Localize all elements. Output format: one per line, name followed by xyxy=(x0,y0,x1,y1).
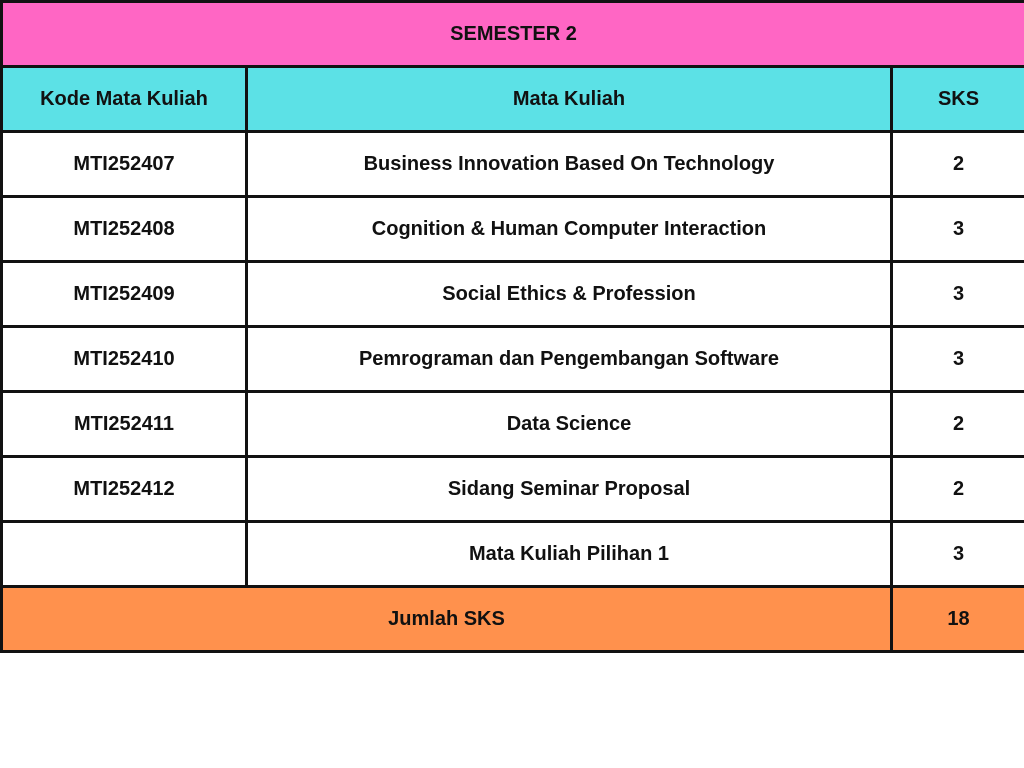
semester-title-row xyxy=(2,2,1024,67)
cell-kode: MTI252408 xyxy=(2,197,247,262)
cell-sks: 3 xyxy=(892,262,1024,327)
cell-sks: 2 xyxy=(892,132,1024,197)
cell-kode: MTI252411 xyxy=(2,392,247,457)
cell-mata-kuliah: Business Innovation Based On Technology xyxy=(247,132,892,197)
cell-kode: MTI252410 xyxy=(2,327,247,392)
cell-mata-kuliah: Mata Kuliah Pilihan 1 xyxy=(247,522,892,587)
table-row xyxy=(2,327,1024,392)
cell-kode: MTI252412 xyxy=(2,457,247,522)
table-row xyxy=(2,457,1024,522)
cell-mata-kuliah: Pemrograman dan Pengembangan Software xyxy=(247,327,892,392)
table-row xyxy=(2,522,1024,587)
table-row xyxy=(2,132,1024,197)
cell-kode: MTI252409 xyxy=(2,262,247,327)
semester-title: SEMESTER 2 xyxy=(2,2,1024,67)
header-kode: Kode Mata Kuliah xyxy=(2,67,247,132)
total-row xyxy=(2,587,1024,652)
total-value: 18 xyxy=(892,587,1024,652)
cell-sks: 2 xyxy=(892,457,1024,522)
table-header-row xyxy=(2,67,1024,132)
cell-mata-kuliah: Social Ethics & Profession xyxy=(247,262,892,327)
cell-mata-kuliah: Cognition & Human Computer Interaction xyxy=(247,197,892,262)
cell-sks: 2 xyxy=(892,392,1024,457)
cell-kode xyxy=(2,522,247,587)
table-row xyxy=(2,392,1024,457)
cell-kode: MTI252407 xyxy=(2,132,247,197)
table-row xyxy=(2,262,1024,327)
cell-sks: 3 xyxy=(892,327,1024,392)
total-label: Jumlah SKS xyxy=(2,587,892,652)
header-sks: SKS xyxy=(892,67,1024,132)
cell-sks: 3 xyxy=(892,522,1024,587)
header-mata-kuliah: Mata Kuliah xyxy=(247,67,892,132)
cell-mata-kuliah: Data Science xyxy=(247,392,892,457)
table-row xyxy=(2,197,1024,262)
cell-mata-kuliah: Sidang Seminar Proposal xyxy=(247,457,892,522)
cell-sks: 3 xyxy=(892,197,1024,262)
